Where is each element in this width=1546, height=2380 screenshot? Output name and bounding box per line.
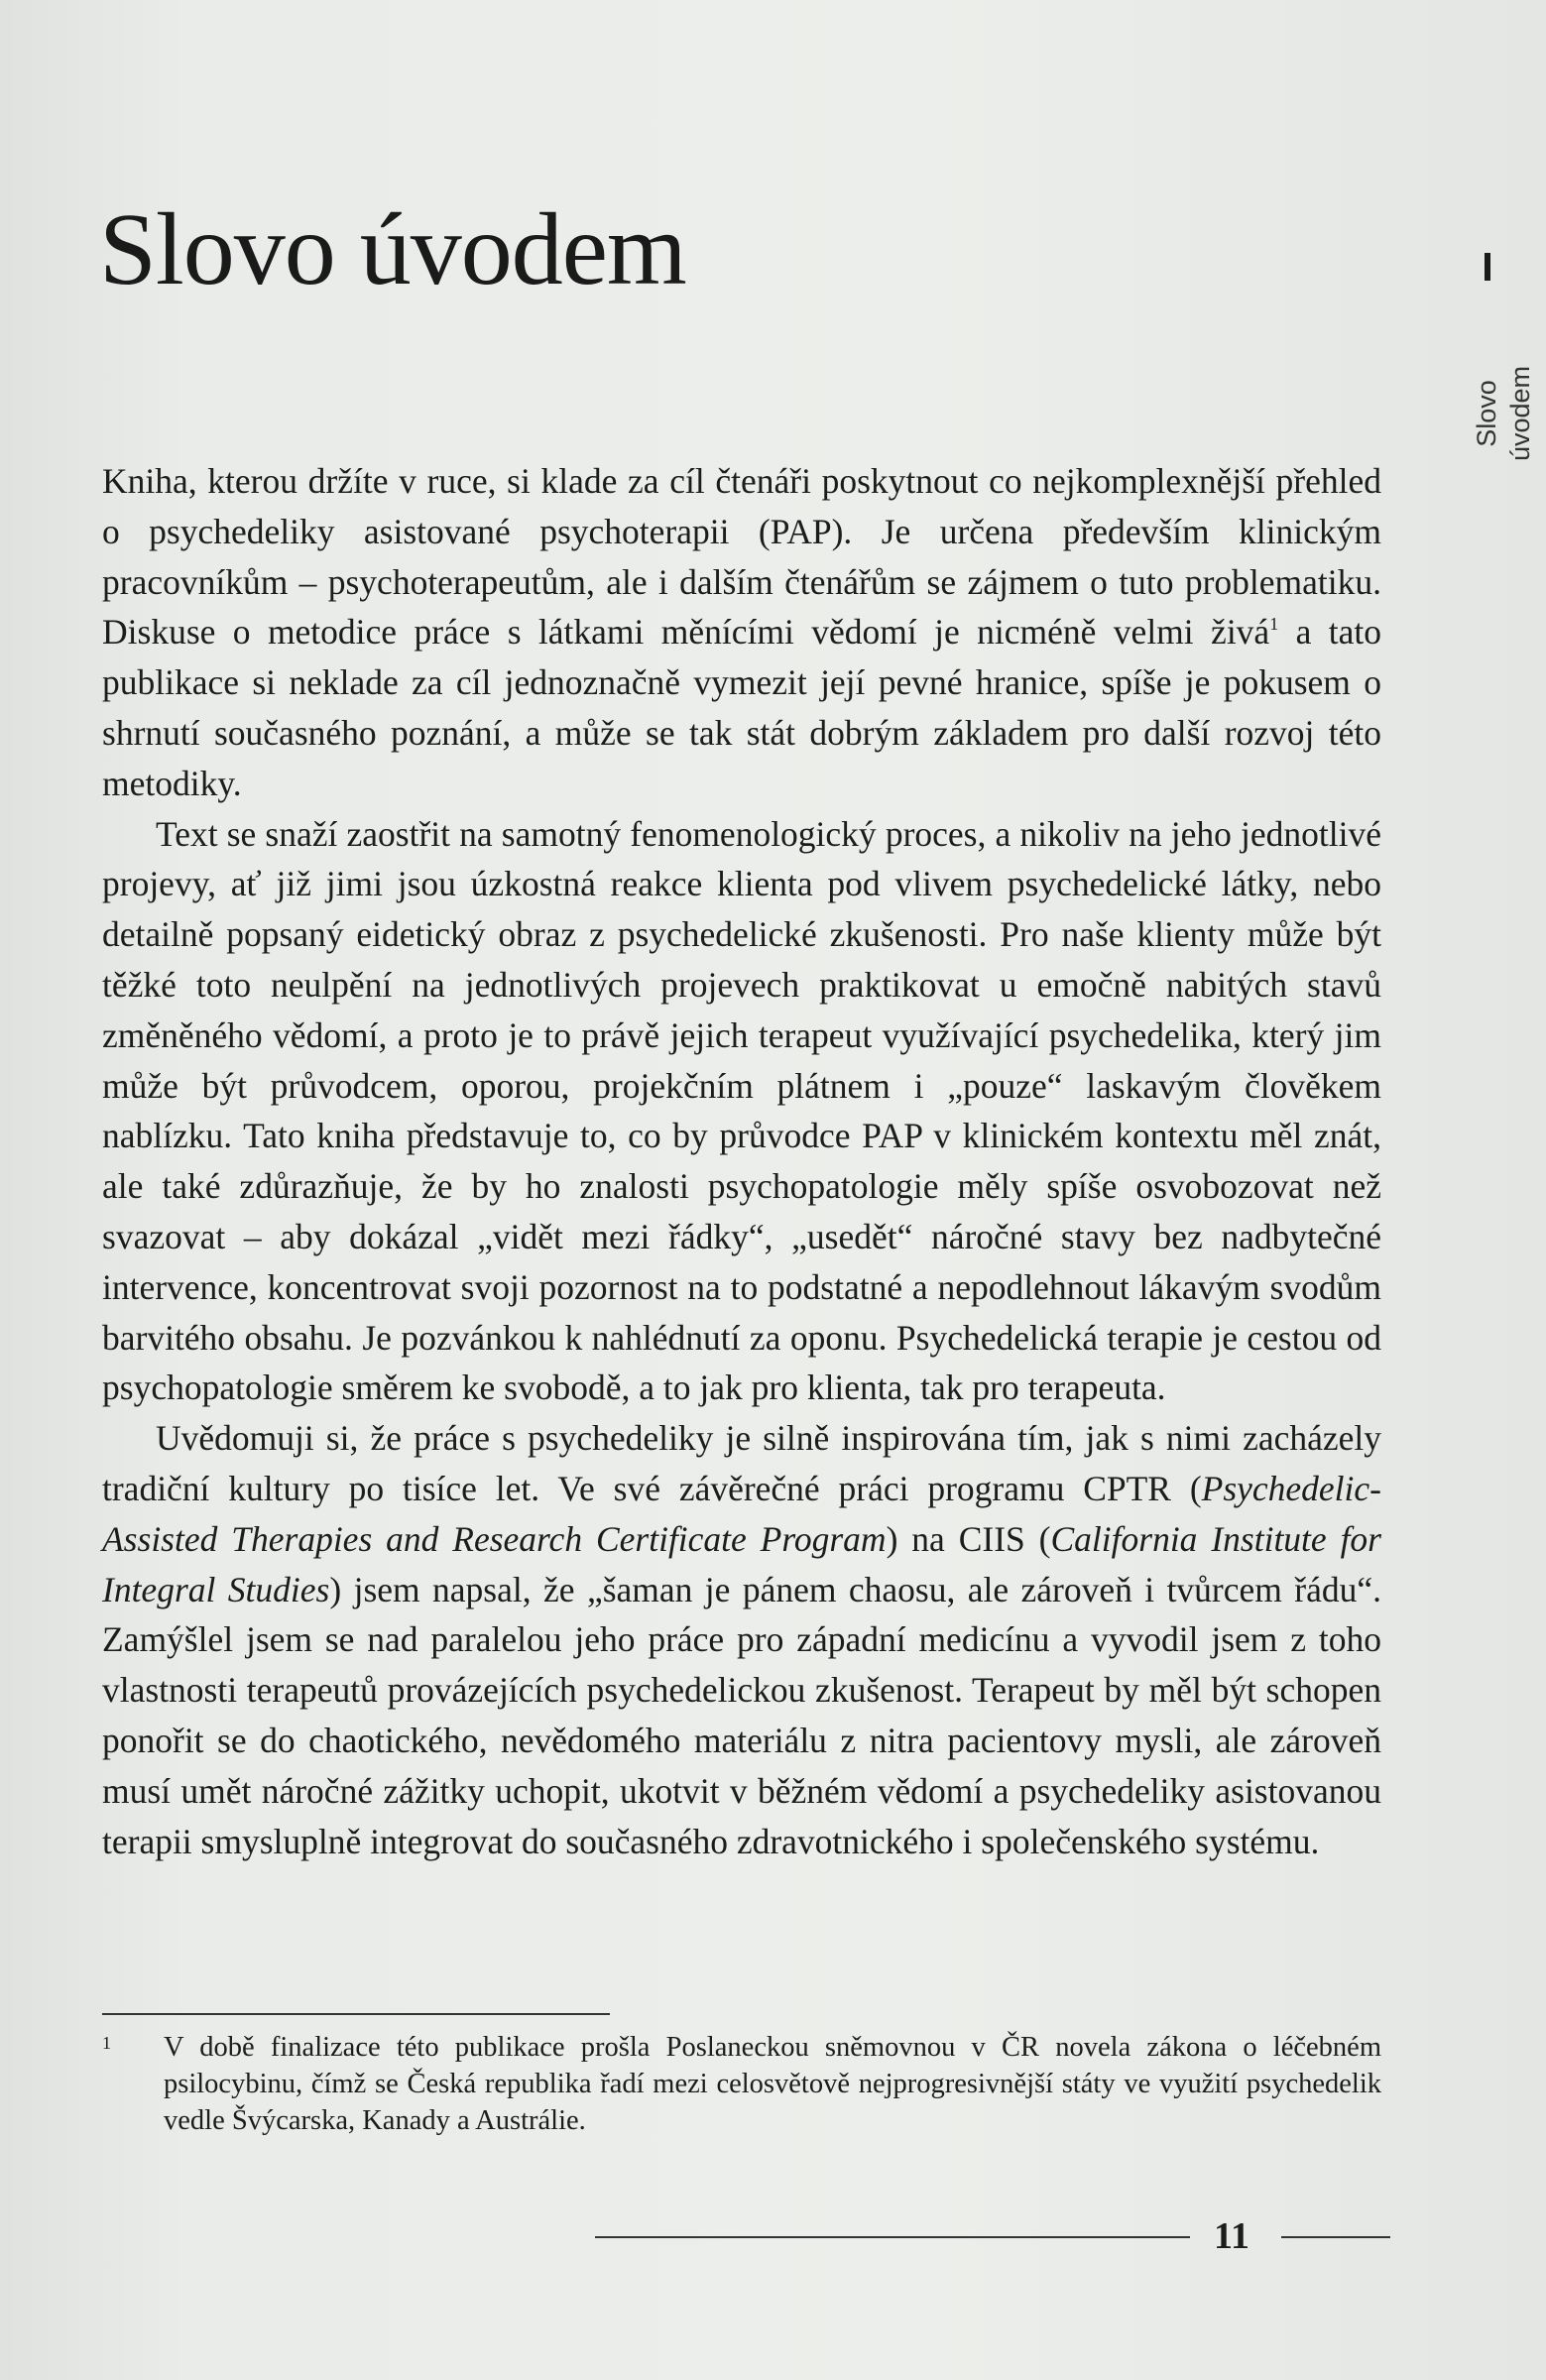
side-tab-marker (1485, 253, 1490, 281)
footnote-text: V době finalizace této publikace prošla Poslaneckou sněmovnou v ČR novela zákona o léčebném psilocybinu, čímž se Česká republika řadí mezi celosvětově nejprogresivnější státy ve využití psychedelik vedle Švýcarska, Kanady a Austrálie. (164, 2032, 1381, 2136)
paragraph-3-italic-cptr: Psychedelic-Assisted Therapies and Research Certificate Program (102, 1468, 1381, 1559)
paragraph-1-text-b: a tato publikace si neklade za cíl jednoznačně vymezit její pevné hranice, spíše je pokusem o shrnutí současného poznání, a může se tak stát dobrým základem pro další rozvoj této metodiky. (102, 612, 1381, 803)
paragraph-3-text-b: ) na CIIS ( (886, 1518, 1051, 1559)
paragraph-3-text-c: ) jsem napsal, že „šaman je pánem chaosu, ale zároveň i tvůrcem řádu“. Zamýšlel jsem se nad paralelou jeho práce pro západní medicínu a vyvodil jsem z toho vlastnosti terapeutů provázejících psychedelickou zkušenost. Terapeut by měl být schopen ponořit se do chaotického, nevědomého materiálu z nitra pacientovy mysli, ale zároveň musí umět náročné zážitky uchopit, ukotvit v běžném vědomí a psychedeliky asistovanou terapii smysluplně integrovat do současného zdravotnického i společenského systému. (102, 1569, 1382, 1861)
chapter-title: Slovo úvodem (99, 192, 686, 306)
paragraph-1-text-a: Kniha, kterou držíte v ruce, si klade za cíl čtenáři poskytnout co nejkomplexnější přehled o psychedeliky asistované psychoterapii (PAP). Je určena především klinickým pracovníkům – psychoterapeutům, ale i dalším čtenářům se zájmem o tuto problematiku. Diskuse o metodice práce s látkami měnícími vědomí je nicméně velmi živá (102, 461, 1381, 653)
footnote-divider (102, 2013, 610, 2015)
paragraph-3 (102, 1413, 1381, 1866)
side-tab-label: Slovo úvodem (1472, 365, 1535, 462)
page-number: 11 (1214, 2215, 1249, 2257)
paragraph-3-italic-ciis: California Institute for Integral Studies (102, 1518, 1381, 1609)
paragraph-2: Text se snaží zaostřit na samotný fenomenologický proces, a nikoliv na jeho jednotlivé projevy, ať již jimi jsou úzkostná reakce klienta pod vlivem psychedelické látky, nebo detailně popsaný eidetický obraz z psychedelické zkušenosti. Pro naše klienty může být těžké toto neulpění na jednotlivých projevech praktikovat u emočně nabitých stavů změněného vědomí, a proto je to právě jejich terapeut využívající psychedelika, který jim může být průvodcem, oporou, projekčním plátnem i „pouze“ laskavým člověkem nablízku. Tato kniha představuje to, co by průvodce PAP v klinickém kontextu měl znát, ale také zdůrazňuje, že by ho znalosti psychopatologie měly spíše osvobozovat než svazovat – aby dokázal „vidět mezi řádky“, „usedět“ náročné stavy bez nadbytečné intervence, koncentrovat svoji pozornost na to podstatné a nepodlehnout lákavým svodům barvitého obsahu. Je pozvánkou k nahlédnutí za oponu. Psychedelická terapie je cestou od psychopatologie směrem ke svobodě, a to jak pro klienta, tak pro terapeuta. (102, 813, 1381, 1408)
folio-rule-left (595, 2236, 1190, 2238)
footnote-reference: 1 (1269, 614, 1279, 635)
paragraph-3-text-a: Uvědomuji si, že práce s psychedeliky je silně inspirována tím, jak s nimi zacházely tradiční kultury po tisíce let. Ve své závěrečné práci programu CPTR ( (102, 1418, 1381, 1508)
footnote-mark: 1 (102, 2033, 111, 2053)
footnote (102, 2029, 1381, 2139)
folio-rule-right (1281, 2236, 1390, 2238)
body-text (102, 456, 1381, 1866)
paragraph-1 (102, 456, 1381, 809)
